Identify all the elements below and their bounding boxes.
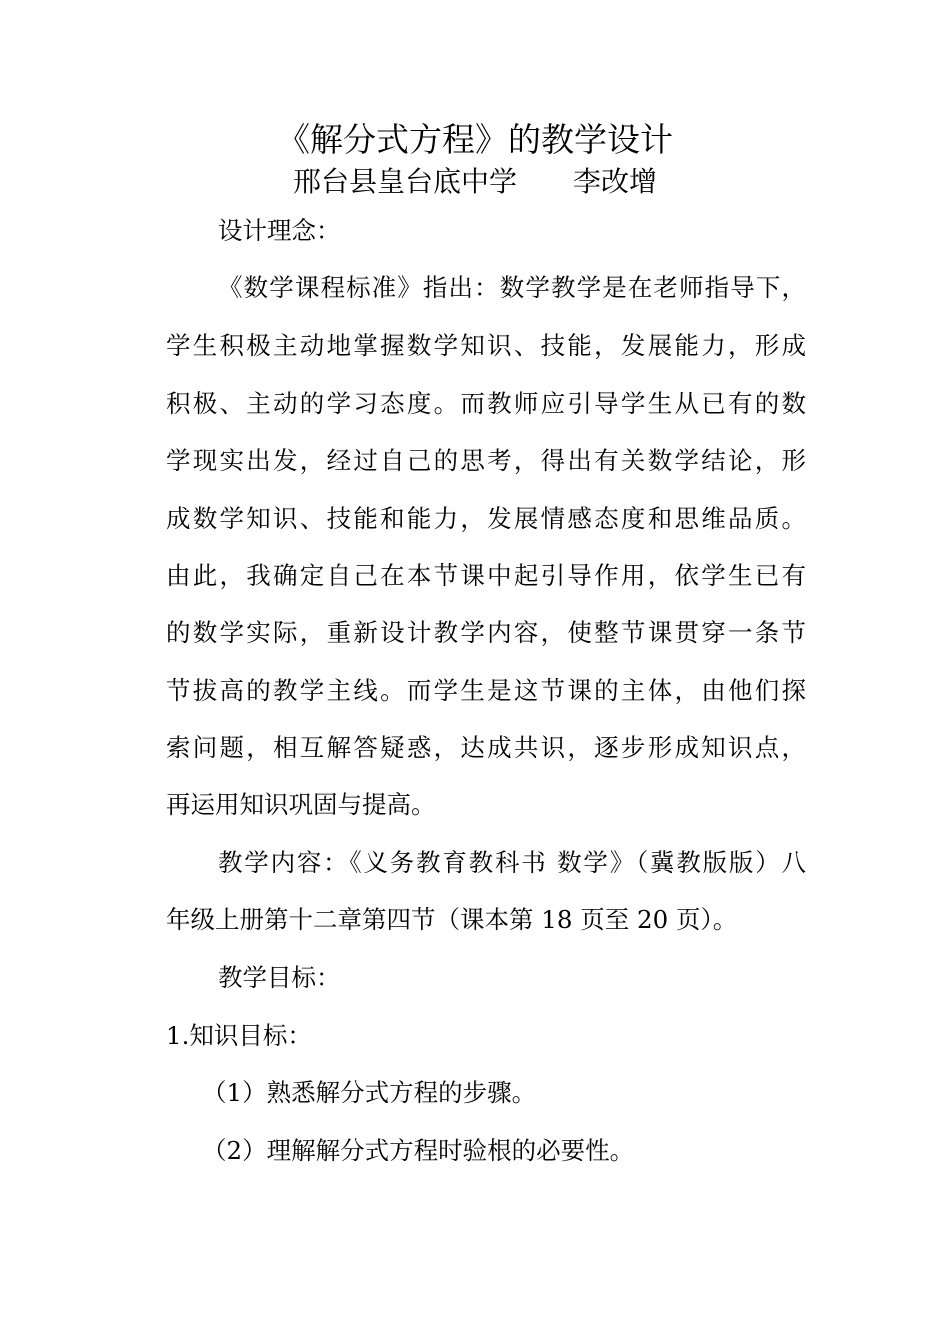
paragraph-line: 《数学课程标准》指出：数学教学是在老师指导下， [218,273,806,302]
paragraph-line: 成数学知识、技能和能力，发展情感态度和思维品质。 [166,504,806,533]
paragraph-line: 再运用知识巩固与提高。 [166,790,436,819]
paragraph-line: 的数学实际，重新设计教学内容，使整节课贯穿一条节 [166,618,806,647]
paragraph-line: 索问题，相互解答疑惑，达成共识，逐步形成知识点， [166,733,806,762]
content-line: 教学内容：《义务教育教科书 数学》（冀教版版）八 [218,848,806,877]
paragraph-line: 积极、主动的学习态度。而教师应引导学生从已有的数 [166,389,806,418]
knowledge-heading: 1.知识目标： [166,1021,312,1050]
document-title: 《解分式方程》的教学设计 [277,120,673,159]
knowledge-item: （2）理解解分式方程时验根的必要性。 [202,1136,635,1165]
knowledge-item: （1）熟悉解分式方程的步骤。 [202,1078,537,1107]
paragraph-line: 节拔高的教学主线。而学生是这节课的主体，由他们探 [166,676,806,705]
goals-heading: 教学目标： [218,963,341,992]
content-line: 年级上册第十二章第四节（课本第 18 页至 20 页）。 [166,905,738,934]
author-line: 邢台县皇台底中学 李改增 [292,165,657,198]
paragraph-line: 由此，我确定自己在本节课中起引导作用，依学生已有 [166,561,806,590]
paragraph-line: 学现实出发，经过自己的思考，得出有关数学结论，形 [166,446,806,475]
paragraph-line: 学生积极主动地掌握数学知识、技能，发展能力，形成 [166,331,806,360]
concept-heading: 设计理念： [218,216,341,245]
